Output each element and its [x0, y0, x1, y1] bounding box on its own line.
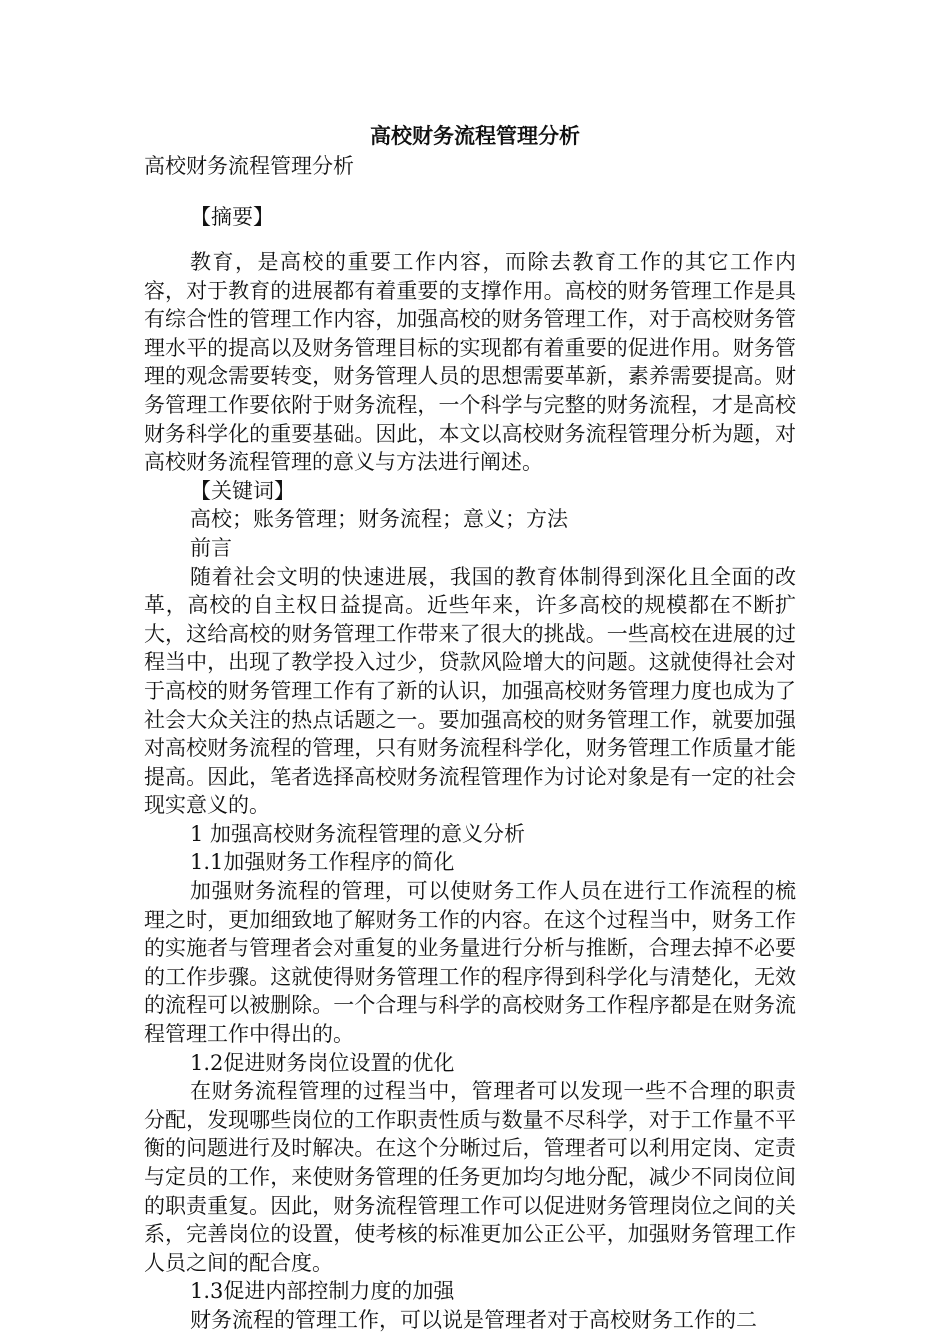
document-subtitle: 高校财务流程管理分析: [144, 154, 354, 178]
abstract-heading: 【摘要】: [190, 205, 274, 229]
preface-heading: 前言: [190, 535, 232, 560]
section-1-heading: 1 加强高校财务流程管理的意义分析: [190, 821, 526, 846]
section-1-3-paragraph: 财务流程的管理工作，可以说是管理者对于高校财务工作的二: [190, 1307, 757, 1332]
section-1-2-paragraph: 在财务流程管理的过程当中，管理者可以发现一些不合理的职责分配，发现哪些岗位的工作职责性质与数量不尽科学，对于工作量不平衡的问题进行及时解决。在这个分晰过后，管理者可以利用定岗、定责与定员的工作，来使财务管理的任务更加均匀地分配，减少不同岗位间的职责重复。因此，财务流程管理工作可以促进财务管理岗位之间的关系，完善岗位的设置，使考核的标准更加公正公平，加强财务管理工作人员之间的配合度。: [144, 1079, 796, 1275]
abstract-paragraph: 教育，是高校的重要工作内容，而除去教育工作的其它工作内容，对于教育的进展都有着重要的支撑作用。高校的财务管理工作是具有综合性的管理工作内容，加强高校的财务管理工作，对于高校财务管理水平的提高以及财务管理目标的实现都有着重要的促进作用。财务管理的观念需要转变，财务管理人员的思想需要革新，素养需要提高。财务管理工作要依附于财务流程，一个科学与完整的财务流程，才是高校财务科学化的重要基础。因此，本文以高校财务流程管理分析为题，对高校财务流程管理的意义与方法进行阐述。: [144, 250, 796, 475]
preface-paragraph: 随着社会文明的快速进展，我国的教育体制得到深化且全面的改革，高校的自主权日益提高。近些年来，许多高校的规模都在不断扩大，这给高校的财务管理工作带来了很大的挑战。一些高校在进展的过程当中，出现了教学投入过少，贷款风险增大的问题。这就使得社会对于高校的财务管理工作有了新的认识，加强高校财务管理力度也成为了社会大众关注的热点话题之一。要加强高校的财务管理工作，就要加强对高校财务流程的管理，只有财务流程科学化，财务管理工作质量才能提高。因此，笔者选择高校财务流程管理作为讨论对象是有一定的社会现实意义的。: [144, 564, 796, 818]
keywords-heading: 【关键词】: [190, 478, 295, 503]
section-1-1-heading: 1.1加强财务工作程序的简化: [190, 850, 455, 875]
document-body: [144, 248, 796, 1335]
keywords-text: 高校；账务管理；财务流程；意义；方法: [190, 507, 568, 532]
document-title: 高校财务流程管理分析: [370, 123, 580, 148]
section-1-1-paragraph: 加强财务流程的管理，可以使财务工作人员在进行工作流程的梳理之时，更加细致地了解财务工作的内容。在这个过程当中，财务工作的实施者与管理者会对重复的业务量进行分析与推断，合理去掉不必要的工作步骤。这就使得财务管理工作的程序得到科学化与清楚化，无效的流程可以被删除。一个合理与科学的高校财务工作程序都是在财务流程管理工作中得出的。: [144, 879, 796, 1047]
section-1-3-heading: 1.3促进内部控制力度的加强: [190, 1279, 455, 1304]
section-1-2-heading: 1.2促进财务岗位设置的优化: [190, 1050, 455, 1075]
